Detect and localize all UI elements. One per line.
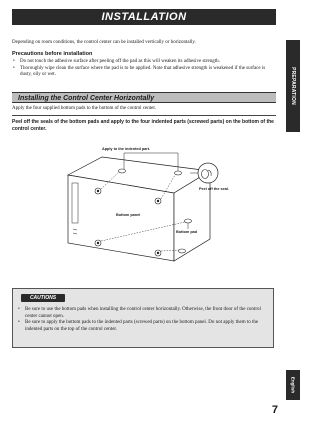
page-title: INSTALLATION (12, 9, 276, 25)
precautions-heading: Precautions before installation (12, 51, 93, 57)
cautions-list (17, 307, 269, 333)
label-apply-indented: Apply to the indented part. (102, 147, 151, 151)
cautions-label: CAUTIONS (21, 294, 65, 302)
caution-item: • Be sure to apply the bottom pads to the indented parts (screwed parts) on the bottom panel. Do not apply them to the indented parts on the top of the control center. (17, 320, 269, 333)
intro-text: Depending on room conditions, the control center can be installed vertically or horizontally. (12, 40, 196, 45)
precaution-item: • Thoroughly wipe clean the surface where the pad is to be applied. Note that adhesive strength is weakened if the surface is dusty, oily or wet. (12, 66, 276, 79)
section-intro: Apply the four supplied bottom pads to the bottom of the control center. (12, 106, 157, 111)
preparation-tab-label: PREPARATION (290, 67, 296, 105)
section-heading: Installing the Control Center Horizontally (12, 92, 276, 103)
caution-item: • Be sure to use the bottom pads when installing the control center horizontally. Otherwise, the front door of the control center cannot open. (17, 307, 269, 320)
language-tab-label: English (290, 376, 296, 394)
label-peel-seal: Peel off the seal. (199, 187, 229, 191)
label-bottom-panel: Bottom panel (116, 213, 141, 217)
divider (12, 115, 276, 116)
preparation-tab (286, 40, 300, 132)
control-center-illustration (62, 143, 226, 271)
precautions-list (12, 59, 276, 79)
installation-diagram (62, 143, 229, 271)
precaution-item: • Do not touch the adhesive surface after peeling off the pad as this will weaken its adhesive strength. (12, 59, 276, 66)
cautions-box (12, 288, 274, 348)
page-number: 7 (271, 404, 278, 416)
language-tab (286, 370, 300, 400)
instruction-text: Peel off the seals of the bottom pads and apply to the four indented parts (screwed parts) on the bottom of the control center. (12, 119, 274, 132)
label-bottom-pad: Bottom pad (176, 230, 198, 234)
